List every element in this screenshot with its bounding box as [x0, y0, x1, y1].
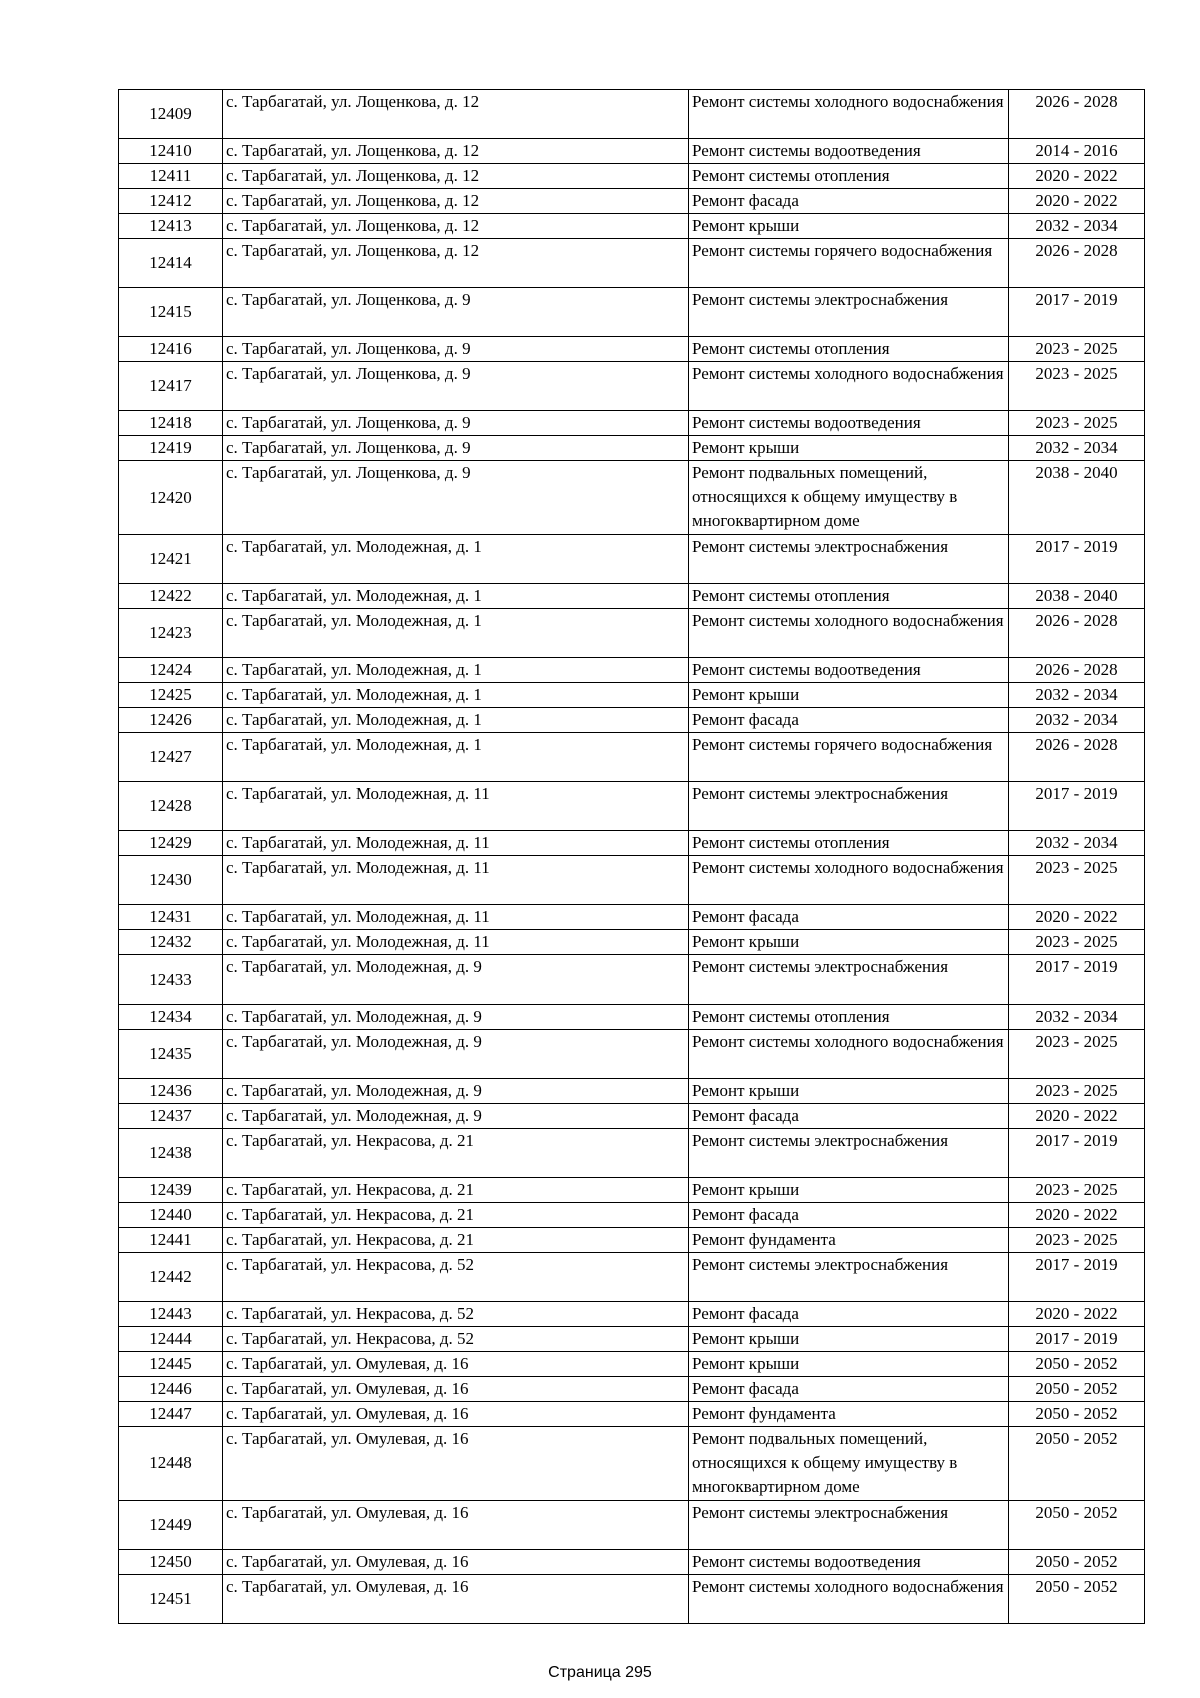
- address-cell: с. Тарбагатай, ул. Некрасова, д. 21: [223, 1227, 689, 1252]
- work-type-cell: Ремонт крыши: [689, 1078, 1009, 1103]
- work-type-cell: Ремонт крыши: [689, 1326, 1009, 1351]
- period-cell: 2023 - 2025: [1009, 930, 1145, 955]
- work-type-cell: Ремонт системы холодного водоснабжения: [689, 609, 1009, 658]
- work-type-cell: Ремонт фасада: [689, 1202, 1009, 1227]
- table-row: [119, 214, 1145, 239]
- table-row: [119, 1574, 1145, 1623]
- address-cell: с. Тарбагатай, ул. Некрасова, д. 21: [223, 1202, 689, 1227]
- address-cell: с. Тарбагатай, ул. Некрасова, д. 52: [223, 1252, 689, 1301]
- address-cell: с. Тарбагатай, ул. Некрасова, д. 21: [223, 1128, 689, 1177]
- period-cell: 2017 - 2019: [1009, 1252, 1145, 1301]
- table-row: [119, 905, 1145, 930]
- table-row: [119, 1004, 1145, 1029]
- row-number: 12443: [119, 1301, 223, 1326]
- address-cell: с. Тарбагатай, ул. Омулевая, д. 16: [223, 1549, 689, 1574]
- row-number: 12422: [119, 584, 223, 609]
- table-row: [119, 1029, 1145, 1078]
- row-number: 12409: [119, 90, 223, 139]
- work-type-cell: Ремонт крыши: [689, 1177, 1009, 1202]
- address-cell: с. Тарбагатай, ул. Молодежная, д. 9: [223, 1103, 689, 1128]
- table-row: [119, 1227, 1145, 1252]
- address-cell: с. Тарбагатай, ул. Молодежная, д. 11: [223, 782, 689, 831]
- table-row: [119, 1326, 1145, 1351]
- work-type-cell: Ремонт системы электроснабжения: [689, 1500, 1009, 1549]
- row-number: 12410: [119, 139, 223, 164]
- row-number: 12425: [119, 683, 223, 708]
- period-cell: 2023 - 2025: [1009, 1029, 1145, 1078]
- period-cell: 2020 - 2022: [1009, 1301, 1145, 1326]
- table-row: [119, 1252, 1145, 1301]
- row-number: 12447: [119, 1401, 223, 1426]
- table-row: [119, 1078, 1145, 1103]
- period-cell: 2026 - 2028: [1009, 609, 1145, 658]
- period-cell: 2032 - 2034: [1009, 831, 1145, 856]
- row-number: 12413: [119, 214, 223, 239]
- table-row: [119, 90, 1145, 139]
- period-cell: 2050 - 2052: [1009, 1401, 1145, 1426]
- period-cell: 2014 - 2016: [1009, 139, 1145, 164]
- table-row: [119, 831, 1145, 856]
- table-row: [119, 239, 1145, 288]
- table-row: [119, 411, 1145, 436]
- period-cell: 2017 - 2019: [1009, 955, 1145, 1004]
- address-cell: с. Тарбагатай, ул. Молодежная, д. 11: [223, 856, 689, 905]
- work-type-cell: Ремонт системы электроснабжения: [689, 535, 1009, 584]
- period-cell: 2050 - 2052: [1009, 1351, 1145, 1376]
- address-cell: с. Тарбагатай, ул. Омулевая, д. 16: [223, 1401, 689, 1426]
- work-type-cell: Ремонт системы электроснабжения: [689, 782, 1009, 831]
- row-number: 12429: [119, 831, 223, 856]
- period-cell: 2032 - 2034: [1009, 214, 1145, 239]
- row-number: 12433: [119, 955, 223, 1004]
- address-cell: с. Тарбагатай, ул. Молодежная, д. 1: [223, 733, 689, 782]
- work-type-cell: Ремонт системы горячего водоснабжения: [689, 239, 1009, 288]
- row-number: 12428: [119, 782, 223, 831]
- period-cell: 2032 - 2034: [1009, 683, 1145, 708]
- table-row: [119, 1103, 1145, 1128]
- work-type-cell: Ремонт системы водоотведения: [689, 658, 1009, 683]
- table-row: [119, 1202, 1145, 1227]
- work-type-cell: Ремонт системы водоотведения: [689, 1549, 1009, 1574]
- period-cell: 2038 - 2040: [1009, 461, 1145, 535]
- table-row: [119, 782, 1145, 831]
- work-type-cell: Ремонт системы отопления: [689, 1004, 1009, 1029]
- address-cell: с. Тарбагатай, ул. Молодежная, д. 9: [223, 1004, 689, 1029]
- period-cell: 2032 - 2034: [1009, 436, 1145, 461]
- row-number: 12424: [119, 658, 223, 683]
- period-cell: 2050 - 2052: [1009, 1426, 1145, 1500]
- address-cell: с. Тарбагатай, ул. Молодежная, д. 1: [223, 584, 689, 609]
- row-number: 12421: [119, 535, 223, 584]
- table-row: [119, 683, 1145, 708]
- row-number: 12417: [119, 362, 223, 411]
- period-cell: 2023 - 2025: [1009, 1227, 1145, 1252]
- period-cell: 2017 - 2019: [1009, 1326, 1145, 1351]
- table-row: [119, 362, 1145, 411]
- work-type-cell: Ремонт фундамента: [689, 1227, 1009, 1252]
- address-cell: с. Тарбагатай, ул. Молодежная, д. 9: [223, 1029, 689, 1078]
- address-cell: с. Тарбагатай, ул. Лощенкова, д. 9: [223, 411, 689, 436]
- address-cell: с. Тарбагатай, ул. Молодежная, д. 1: [223, 658, 689, 683]
- row-number: 12436: [119, 1078, 223, 1103]
- work-type-cell: Ремонт системы отопления: [689, 164, 1009, 189]
- table-row: [119, 189, 1145, 214]
- address-cell: с. Тарбагатай, ул. Некрасова, д. 52: [223, 1301, 689, 1326]
- period-cell: 2017 - 2019: [1009, 1128, 1145, 1177]
- table-row: [119, 1177, 1145, 1202]
- period-cell: 2023 - 2025: [1009, 1177, 1145, 1202]
- period-cell: 2050 - 2052: [1009, 1574, 1145, 1623]
- work-type-cell: Ремонт крыши: [689, 930, 1009, 955]
- row-number: 12442: [119, 1252, 223, 1301]
- table-row: [119, 584, 1145, 609]
- row-number: 12426: [119, 708, 223, 733]
- work-type-cell: Ремонт системы холодного водоснабжения: [689, 856, 1009, 905]
- row-number: 12431: [119, 905, 223, 930]
- row-number: 12415: [119, 288, 223, 337]
- period-cell: 2026 - 2028: [1009, 239, 1145, 288]
- address-cell: с. Тарбагатай, ул. Лощенкова, д. 12: [223, 189, 689, 214]
- row-number: 12437: [119, 1103, 223, 1128]
- address-cell: с. Тарбагатай, ул. Молодежная, д. 11: [223, 831, 689, 856]
- row-number: 12439: [119, 1177, 223, 1202]
- table-row: [119, 535, 1145, 584]
- work-type-cell: Ремонт крыши: [689, 683, 1009, 708]
- table-row: [119, 288, 1145, 337]
- work-type-cell: Ремонт системы водоотведения: [689, 139, 1009, 164]
- address-cell: с. Тарбагатай, ул. Лощенкова, д. 12: [223, 214, 689, 239]
- period-cell: 2050 - 2052: [1009, 1500, 1145, 1549]
- address-cell: с. Тарбагатай, ул. Омулевая, д. 16: [223, 1376, 689, 1401]
- row-number: 12438: [119, 1128, 223, 1177]
- table-row: [119, 436, 1145, 461]
- table-row: [119, 856, 1145, 905]
- period-cell: 2050 - 2052: [1009, 1376, 1145, 1401]
- address-cell: с. Тарбагатай, ул. Молодежная, д. 1: [223, 683, 689, 708]
- address-cell: с. Тарбагатай, ул. Молодежная, д. 1: [223, 535, 689, 584]
- work-type-cell: Ремонт крыши: [689, 214, 1009, 239]
- period-cell: 2023 - 2025: [1009, 337, 1145, 362]
- work-type-cell: Ремонт фасада: [689, 1103, 1009, 1128]
- table-row: [119, 708, 1145, 733]
- row-number: 12448: [119, 1426, 223, 1500]
- table-row: [119, 930, 1145, 955]
- page-number: Страница 295: [548, 1664, 652, 1681]
- period-cell: 2032 - 2034: [1009, 708, 1145, 733]
- work-type-cell: Ремонт фасада: [689, 1376, 1009, 1401]
- period-cell: 2038 - 2040: [1009, 584, 1145, 609]
- row-number: 12418: [119, 411, 223, 436]
- work-type-cell: Ремонт системы холодного водоснабжения: [689, 1029, 1009, 1078]
- work-type-cell: Ремонт системы холодного водоснабжения: [689, 90, 1009, 139]
- row-number: 12419: [119, 436, 223, 461]
- work-type-cell: Ремонт фасада: [689, 189, 1009, 214]
- period-cell: 2023 - 2025: [1009, 362, 1145, 411]
- address-cell: с. Тарбагатай, ул. Молодежная, д. 11: [223, 905, 689, 930]
- row-number: 12445: [119, 1351, 223, 1376]
- row-number: 12450: [119, 1549, 223, 1574]
- address-cell: с. Тарбагатай, ул. Молодежная, д. 1: [223, 609, 689, 658]
- row-number: 12420: [119, 461, 223, 535]
- row-number: 12434: [119, 1004, 223, 1029]
- address-cell: с. Тарбагатай, ул. Лощенкова, д. 12: [223, 90, 689, 139]
- work-type-cell: Ремонт фасада: [689, 1301, 1009, 1326]
- period-cell: 2050 - 2052: [1009, 1549, 1145, 1574]
- period-cell: 2017 - 2019: [1009, 535, 1145, 584]
- period-cell: 2032 - 2034: [1009, 1004, 1145, 1029]
- row-number: 12427: [119, 733, 223, 782]
- row-number: 12449: [119, 1500, 223, 1549]
- address-cell: с. Тарбагатай, ул. Лощенкова, д. 12: [223, 164, 689, 189]
- row-number: 12414: [119, 239, 223, 288]
- address-cell: с. Тарбагатай, ул. Лощенкова, д. 9: [223, 337, 689, 362]
- period-cell: 2023 - 2025: [1009, 856, 1145, 905]
- address-cell: с. Тарбагатай, ул. Некрасова, д. 21: [223, 1177, 689, 1202]
- address-cell: с. Тарбагатай, ул. Лощенкова, д. 9: [223, 436, 689, 461]
- address-cell: с. Тарбагатай, ул. Лощенкова, д. 9: [223, 288, 689, 337]
- work-type-cell: Ремонт крыши: [689, 436, 1009, 461]
- work-type-cell: Ремонт подвальных помещений, относящихся к общему имуществу в многоквартирном доме: [689, 461, 1009, 535]
- table-row: [119, 1128, 1145, 1177]
- table-row: [119, 955, 1145, 1004]
- period-cell: 2023 - 2025: [1009, 411, 1145, 436]
- row-number: 12411: [119, 164, 223, 189]
- work-type-cell: Ремонт системы электроснабжения: [689, 1128, 1009, 1177]
- address-cell: с. Тарбагатай, ул. Омулевая, д. 16: [223, 1574, 689, 1623]
- address-cell: с. Тарбагатай, ул. Лощенкова, д. 9: [223, 362, 689, 411]
- period-cell: 2023 - 2025: [1009, 1078, 1145, 1103]
- table-row: [119, 1376, 1145, 1401]
- work-type-cell: Ремонт системы электроснабжения: [689, 1252, 1009, 1301]
- row-number: 12416: [119, 337, 223, 362]
- address-cell: с. Тарбагатай, ул. Молодежная, д. 9: [223, 1078, 689, 1103]
- work-type-cell: Ремонт системы горячего водоснабжения: [689, 733, 1009, 782]
- work-type-cell: Ремонт системы электроснабжения: [689, 288, 1009, 337]
- repair-schedule-table: [118, 89, 1145, 1624]
- row-number: 12441: [119, 1227, 223, 1252]
- period-cell: 2020 - 2022: [1009, 905, 1145, 930]
- address-cell: с. Тарбагатай, ул. Омулевая, д. 16: [223, 1351, 689, 1376]
- work-type-cell: Ремонт системы холодного водоснабжения: [689, 362, 1009, 411]
- row-number: 12412: [119, 189, 223, 214]
- address-cell: с. Тарбагатай, ул. Омулевая, д. 16: [223, 1426, 689, 1500]
- table-row: [119, 1301, 1145, 1326]
- period-cell: 2026 - 2028: [1009, 658, 1145, 683]
- address-cell: с. Тарбагатай, ул. Молодежная, д. 9: [223, 955, 689, 1004]
- period-cell: 2020 - 2022: [1009, 1103, 1145, 1128]
- table-row: [119, 1549, 1145, 1574]
- table-row: [119, 1351, 1145, 1376]
- table-row: [119, 164, 1145, 189]
- period-cell: 2017 - 2019: [1009, 288, 1145, 337]
- work-type-cell: Ремонт системы отопления: [689, 337, 1009, 362]
- table-row: [119, 609, 1145, 658]
- work-type-cell: Ремонт фасада: [689, 708, 1009, 733]
- work-type-cell: Ремонт системы электроснабжения: [689, 955, 1009, 1004]
- work-type-cell: Ремонт системы отопления: [689, 584, 1009, 609]
- period-cell: 2020 - 2022: [1009, 164, 1145, 189]
- row-number: 12451: [119, 1574, 223, 1623]
- address-cell: с. Тарбагатай, ул. Лощенкова, д. 12: [223, 239, 689, 288]
- table-row: [119, 658, 1145, 683]
- row-number: 12432: [119, 930, 223, 955]
- address-cell: с. Тарбагатай, ул. Лощенкова, д. 9: [223, 461, 689, 535]
- table-row: [119, 461, 1145, 535]
- work-type-cell: Ремонт системы водоотведения: [689, 411, 1009, 436]
- row-number: 12444: [119, 1326, 223, 1351]
- table-row: [119, 1500, 1145, 1549]
- table-row: [119, 733, 1145, 782]
- period-cell: 2026 - 2028: [1009, 733, 1145, 782]
- work-type-cell: Ремонт фасада: [689, 905, 1009, 930]
- work-type-cell: Ремонт подвальных помещений, относящихся к общему имуществу в многоквартирном доме: [689, 1426, 1009, 1500]
- address-cell: с. Тарбагатай, ул. Лощенкова, д. 12: [223, 139, 689, 164]
- work-type-cell: Ремонт системы холодного водоснабжения: [689, 1574, 1009, 1623]
- address-cell: с. Тарбагатай, ул. Омулевая, д. 16: [223, 1500, 689, 1549]
- work-type-cell: Ремонт системы отопления: [689, 831, 1009, 856]
- address-cell: с. Тарбагатай, ул. Молодежная, д. 11: [223, 930, 689, 955]
- period-cell: 2020 - 2022: [1009, 1202, 1145, 1227]
- table-body: [119, 90, 1145, 1624]
- table-row: [119, 337, 1145, 362]
- table-row: [119, 1426, 1145, 1500]
- row-number: 12440: [119, 1202, 223, 1227]
- period-cell: 2026 - 2028: [1009, 90, 1145, 139]
- work-type-cell: Ремонт крыши: [689, 1351, 1009, 1376]
- table-row: [119, 139, 1145, 164]
- period-cell: 2020 - 2022: [1009, 189, 1145, 214]
- work-type-cell: Ремонт фундамента: [689, 1401, 1009, 1426]
- row-number: 12430: [119, 856, 223, 905]
- row-number: 12446: [119, 1376, 223, 1401]
- table-row: [119, 1401, 1145, 1426]
- row-number: 12423: [119, 609, 223, 658]
- row-number: 12435: [119, 1029, 223, 1078]
- period-cell: 2017 - 2019: [1009, 782, 1145, 831]
- address-cell: с. Тарбагатай, ул. Некрасова, д. 52: [223, 1326, 689, 1351]
- address-cell: с. Тарбагатай, ул. Молодежная, д. 1: [223, 708, 689, 733]
